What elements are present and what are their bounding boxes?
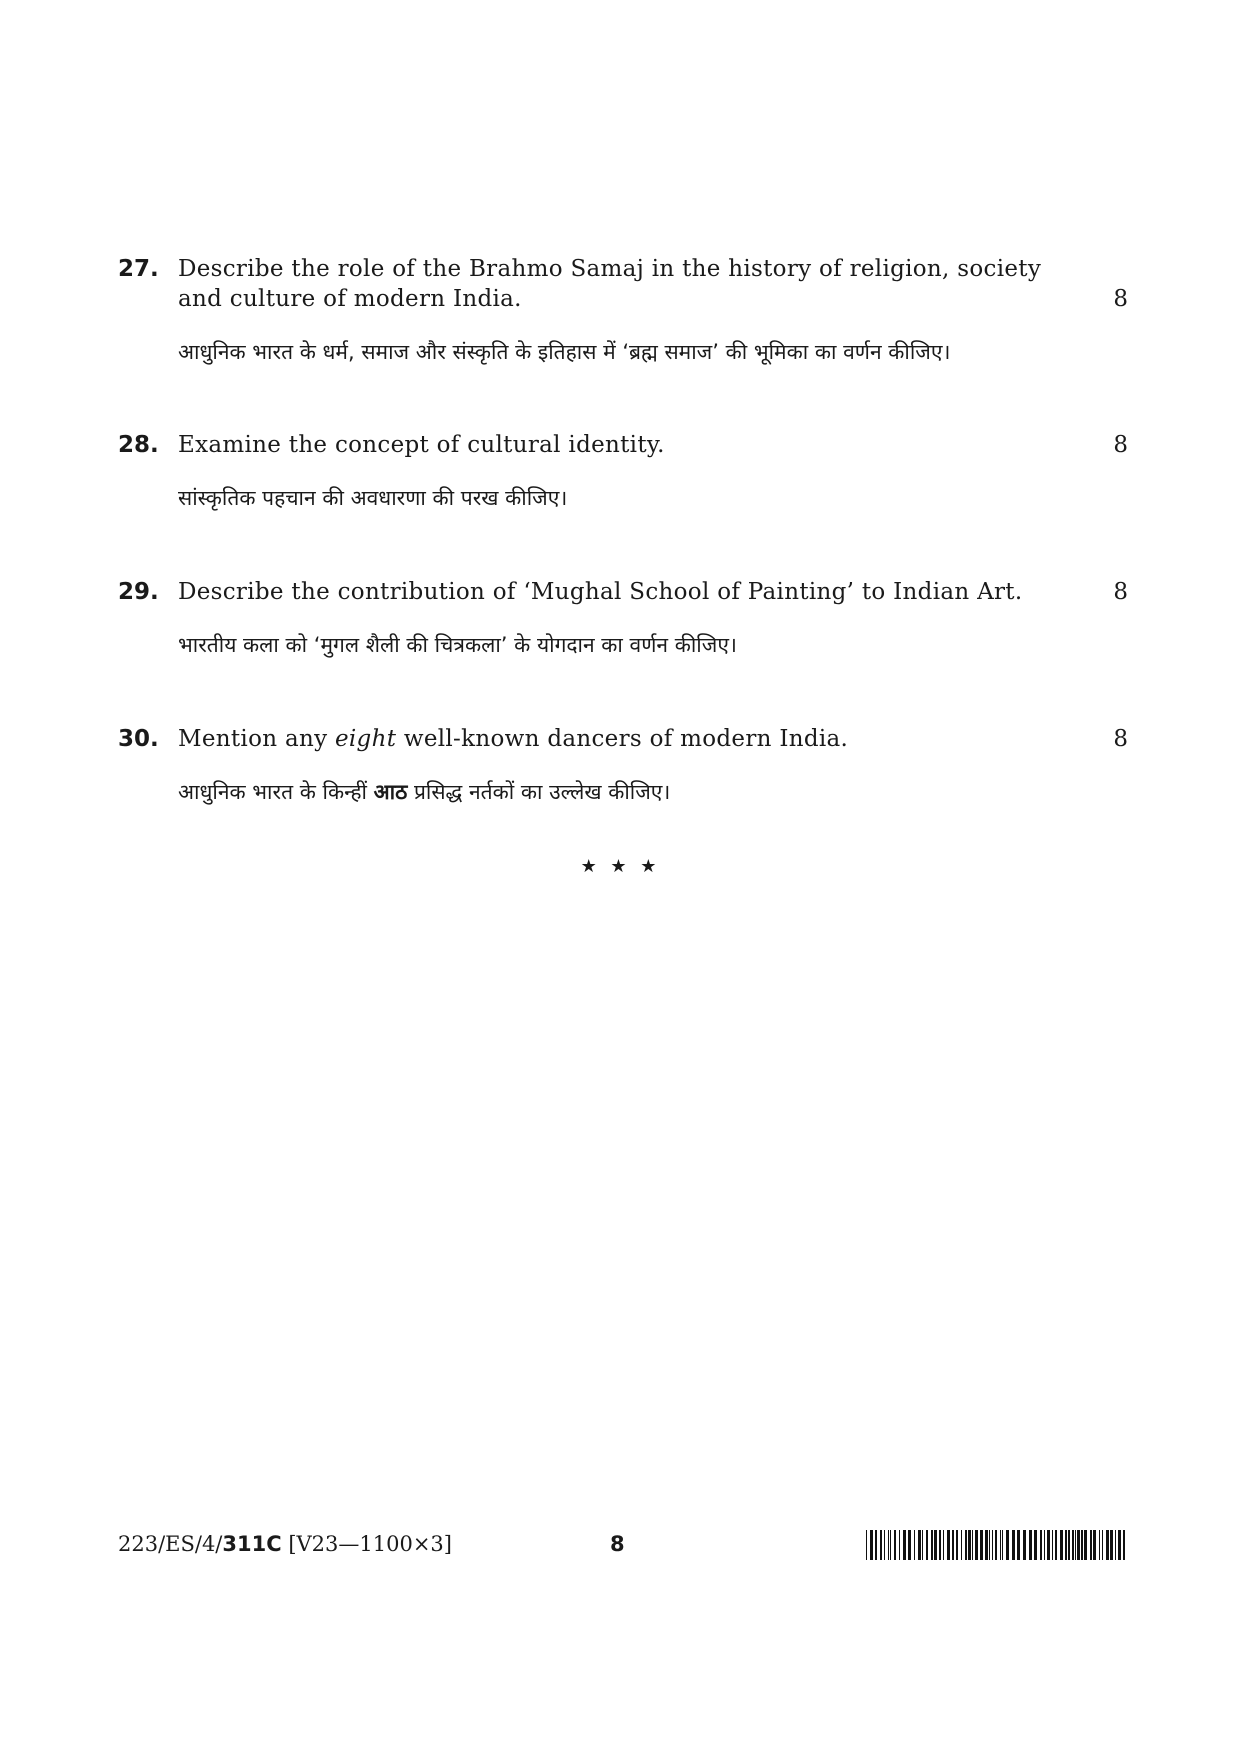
barcode-bar xyxy=(875,1530,877,1560)
barcode-bar xyxy=(961,1530,962,1560)
barcode-bar xyxy=(870,1530,873,1560)
barcode-bar xyxy=(1006,1530,1009,1560)
barcode-bar xyxy=(890,1530,891,1560)
question-marks: 8 xyxy=(1113,726,1128,752)
paper-code-bold: 311C xyxy=(222,1532,282,1556)
barcode-bar xyxy=(1029,1530,1032,1560)
barcode-bar xyxy=(1118,1530,1121,1560)
barcode-bar xyxy=(992,1530,993,1560)
barcode-bar xyxy=(1068,1530,1070,1560)
question-number: 27. xyxy=(118,256,159,282)
barcode-bar xyxy=(947,1530,950,1560)
barcode-bar xyxy=(1012,1530,1015,1560)
question-text-hindi: आधुनिक भारत के धर्म, समाज और संस्कृति के इतिहास में ‘ब्रह्म समाज’ की भूमिका का वर्णन कीजिए। xyxy=(178,340,951,364)
barcode-bar xyxy=(926,1530,928,1560)
barcode-bar xyxy=(1065,1530,1067,1560)
question-marks: 8 xyxy=(1113,432,1128,458)
question-text-line-1: Describe the role of the Brahmo Samaj in the history of religion, society xyxy=(178,256,1042,282)
barcode-bar xyxy=(943,1530,944,1560)
barcode-bar xyxy=(1002,1530,1003,1560)
question-marks: 8 xyxy=(1113,579,1128,605)
barcode-bar xyxy=(888,1530,889,1560)
barcode-bar xyxy=(899,1530,900,1560)
barcode-bar xyxy=(1093,1530,1096,1560)
question-text-emphasis: आठ xyxy=(373,780,408,804)
barcode-bar xyxy=(939,1530,941,1560)
end-of-paper-marker: ★ ★ ★ xyxy=(580,856,661,877)
barcode-bar xyxy=(922,1530,923,1560)
barcode-bar xyxy=(1084,1530,1087,1560)
barcode-bar xyxy=(1090,1530,1092,1560)
question-text-hindi: सांस्कृतिक पहचान की अवधारणा की परख कीजिए। xyxy=(178,486,568,510)
barcode-bar xyxy=(1060,1530,1063,1560)
barcode-bar xyxy=(1055,1530,1057,1560)
barcode-bar xyxy=(1075,1530,1076,1560)
barcode-bar xyxy=(1081,1530,1083,1560)
barcode-bar xyxy=(1040,1530,1042,1560)
barcode-bar xyxy=(1123,1530,1125,1560)
barcode-bar xyxy=(968,1530,971,1560)
barcode-bar xyxy=(989,1530,990,1560)
barcode-bar xyxy=(880,1530,882,1560)
barcode-bar xyxy=(1052,1530,1053,1560)
barcode-bar xyxy=(1110,1530,1113,1560)
barcode-bar xyxy=(1000,1530,1001,1560)
barcode-bar xyxy=(931,1530,933,1560)
barcode-bar xyxy=(956,1530,958,1560)
question-text-part: Mention any xyxy=(178,726,335,752)
question-text-english xyxy=(178,724,1088,754)
question-text-english: Examine the concept of cultural identity. xyxy=(178,432,665,458)
question-text-english: Describe the contribution of ‘Mughal School of Painting’ to Indian Art. xyxy=(178,579,1023,605)
barcode-bar xyxy=(894,1530,896,1560)
barcode-bar xyxy=(903,1530,906,1560)
barcode-bar xyxy=(1106,1530,1109,1560)
page-number: 8 xyxy=(610,1532,625,1556)
question-text-part: well-known dancers of modern India. xyxy=(396,726,849,752)
question-number: 28. xyxy=(118,432,159,458)
question-text-line-2: and culture of modern India. xyxy=(178,286,522,312)
barcode-bar xyxy=(1023,1530,1026,1560)
paper-code-suffix: [V23—1100×3] xyxy=(281,1532,452,1556)
question-text-english xyxy=(178,254,1088,314)
paper-code xyxy=(118,1530,452,1558)
barcode-bar xyxy=(1077,1530,1080,1560)
barcode-bar xyxy=(965,1530,967,1560)
question-text-part: आधुनिक भारत के किन्हीं xyxy=(178,780,374,804)
barcode-bar xyxy=(985,1530,988,1560)
question-text-hindi xyxy=(178,777,1118,807)
barcode-bar xyxy=(1115,1530,1116,1560)
barcode-bar xyxy=(914,1530,915,1560)
barcode-bar xyxy=(980,1530,983,1560)
barcode-bar xyxy=(934,1530,937,1560)
barcode-bar xyxy=(1099,1530,1100,1560)
paper-code-prefix: 223/ES/4/ xyxy=(118,1532,223,1556)
barcode-bar xyxy=(995,1530,997,1560)
barcode-bar xyxy=(1017,1530,1020,1560)
barcode-bar xyxy=(1072,1530,1074,1560)
barcode-bar xyxy=(975,1530,978,1560)
barcode-bar xyxy=(908,1530,911,1560)
question-marks: 8 xyxy=(1113,286,1128,312)
barcode-bar xyxy=(952,1530,954,1560)
barcode-bar xyxy=(1044,1530,1045,1560)
barcode-bar xyxy=(1047,1530,1050,1560)
barcode-bar xyxy=(918,1530,921,1560)
barcode xyxy=(866,1530,1128,1560)
barcode-bar xyxy=(866,1530,867,1560)
question-number: 30. xyxy=(118,726,159,752)
barcode-bar xyxy=(884,1530,885,1560)
barcode-bar xyxy=(1102,1530,1103,1560)
barcode-bar xyxy=(1034,1530,1037,1560)
question-text-emphasis: eight xyxy=(334,726,397,752)
question-number: 29. xyxy=(118,579,159,605)
barcode-bar xyxy=(972,1530,973,1560)
question-text-part: प्रसिद्ध नर्तकों का उल्लेख कीजिए। xyxy=(407,780,671,804)
question-text-hindi: भारतीय कला को ‘मुगल शैली की चित्रकला’ के योगदान का वर्णन कीजिए। xyxy=(178,633,737,657)
